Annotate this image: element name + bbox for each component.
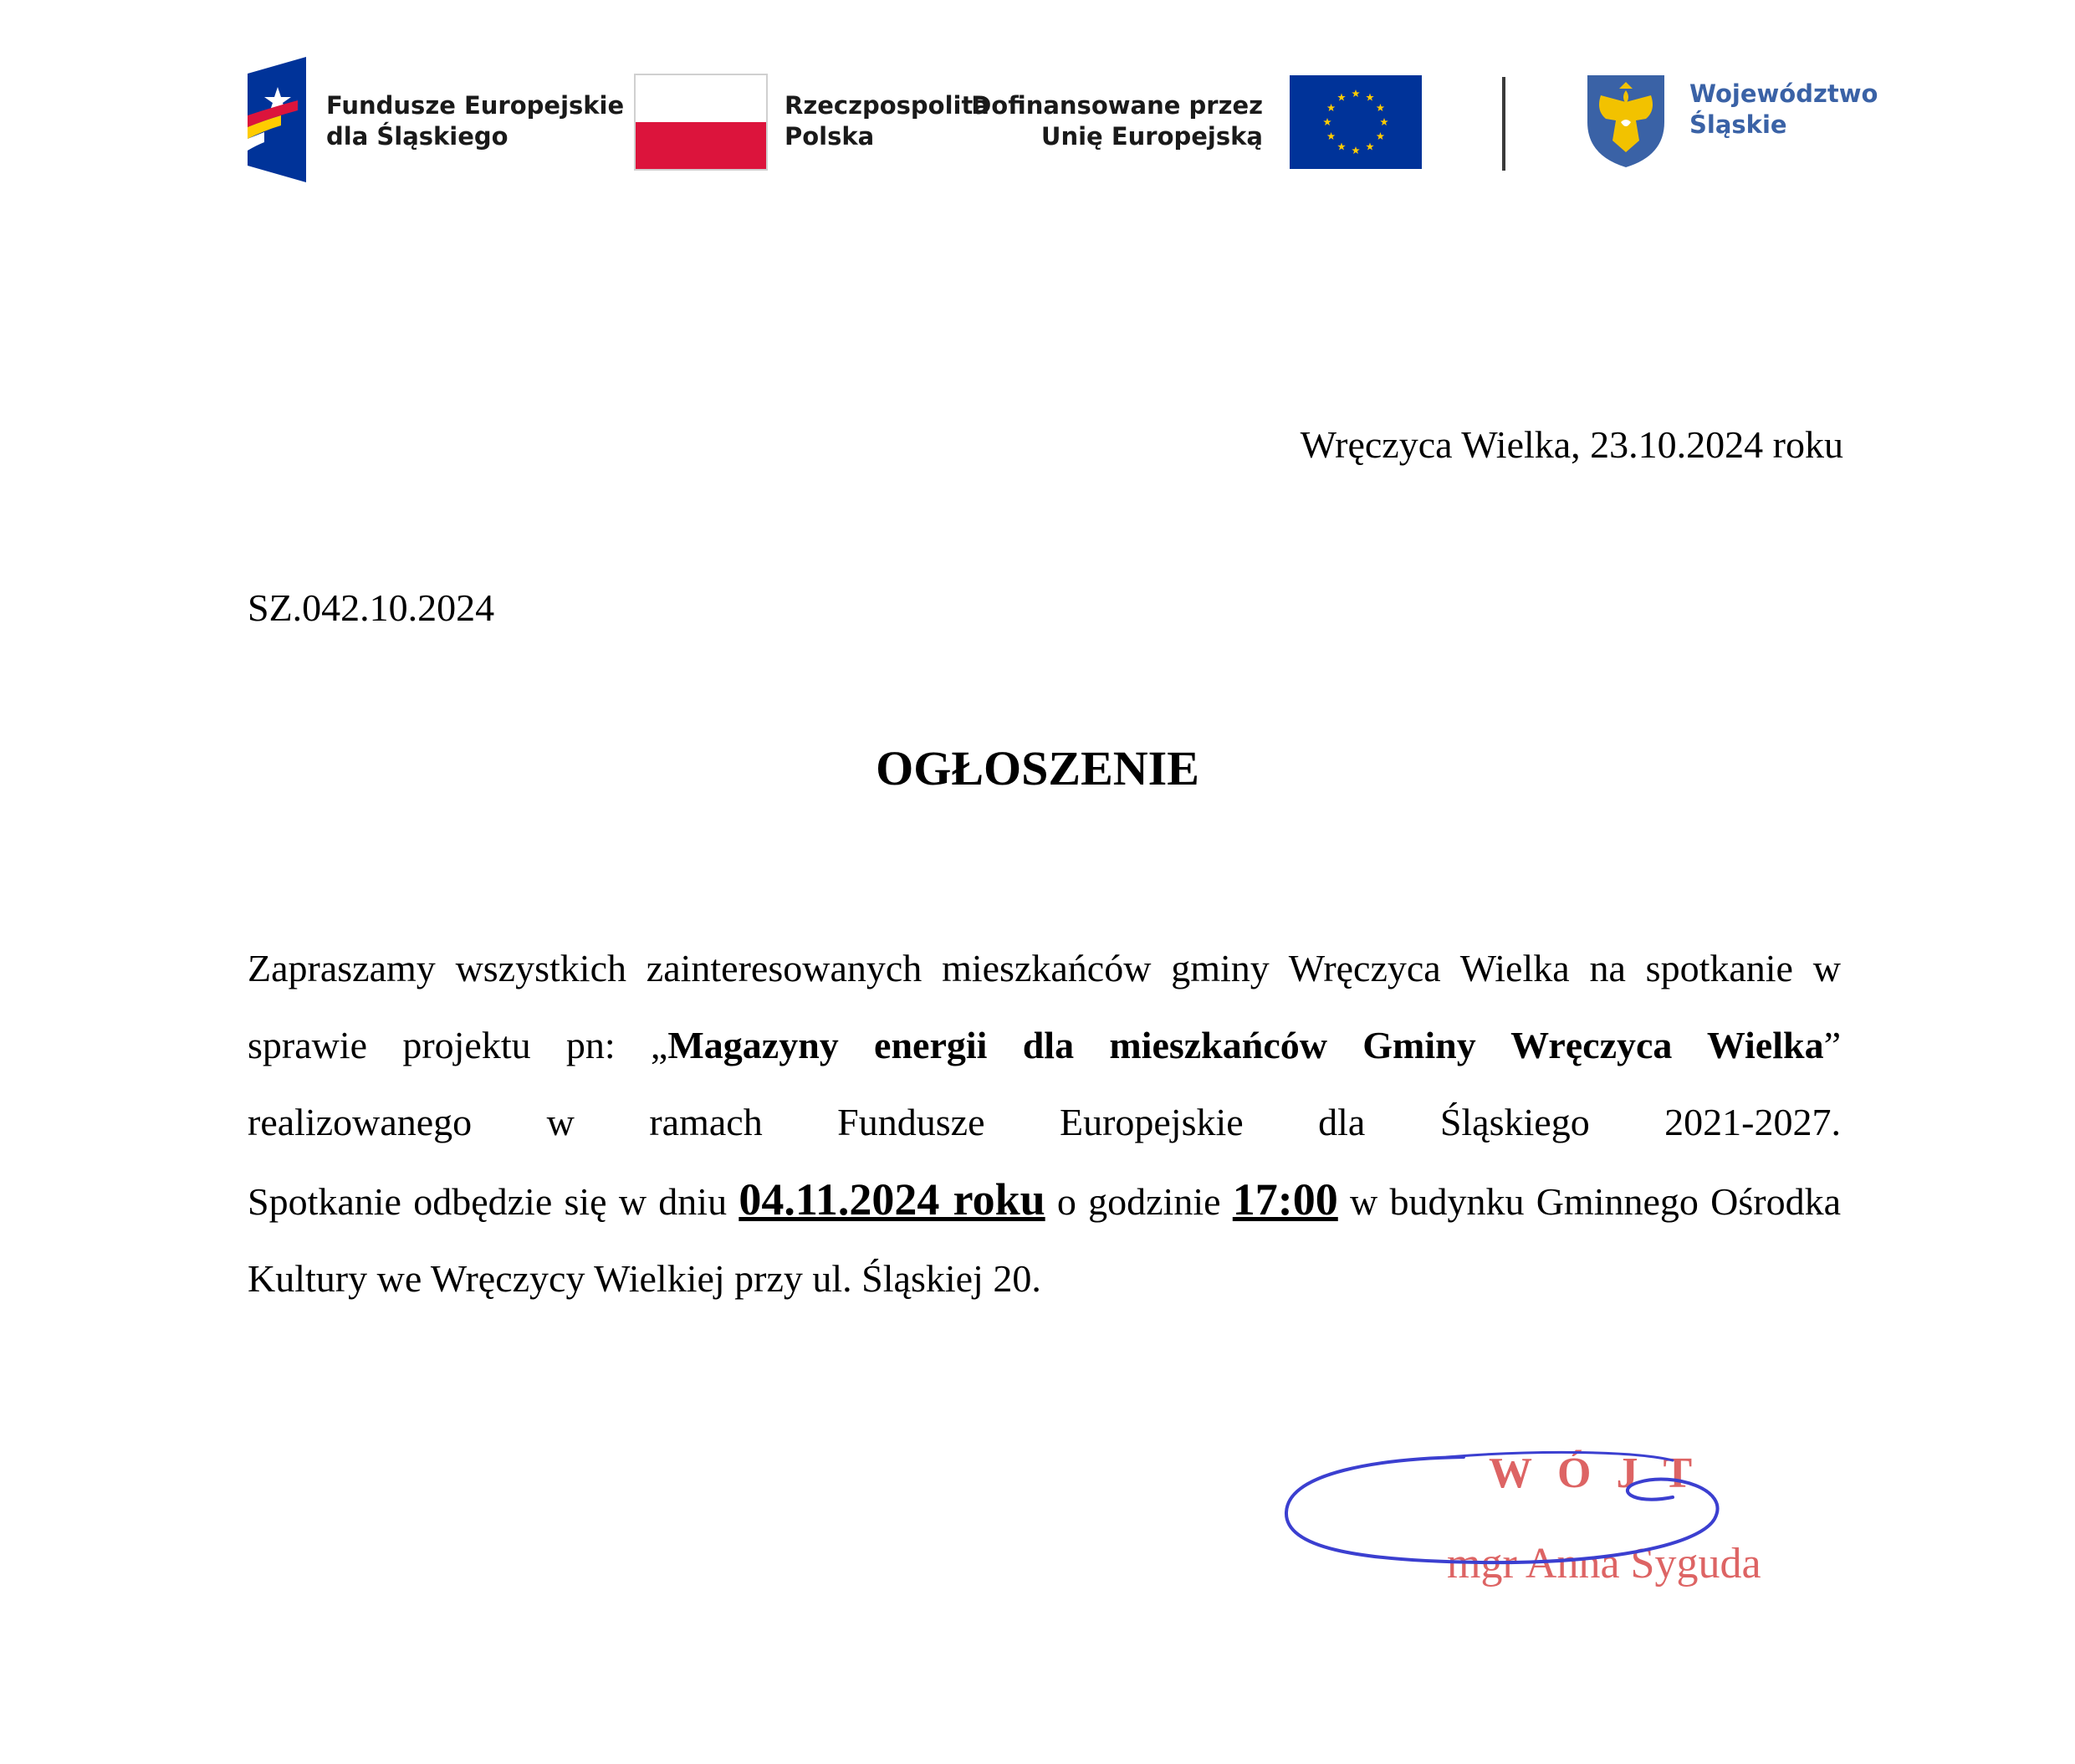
eu-logo-text	[971, 90, 1263, 152]
fundusze-line1: Fundusze Europejskie	[326, 91, 625, 120]
rzeczpospolita-logo	[634, 74, 989, 172]
place-and-date: Wręczyca Wielka, 23.10.2024 roku	[1300, 423, 1843, 466]
reference-number: SZ.042.10.2024	[248, 586, 495, 629]
polish-flag-icon	[634, 74, 768, 171]
wojewodztwo-line1: Województwo	[1689, 79, 1878, 108]
logo-divider	[1502, 77, 1505, 171]
eu-line1: Dofinansowane przez	[971, 91, 1263, 120]
meeting-text-2: o godzinie	[1045, 1180, 1233, 1223]
document-title: OGŁOSZENIE	[876, 741, 1199, 795]
eu-line2: Unię Europejską	[1040, 122, 1263, 151]
eu-flag-icon	[1290, 75, 1422, 169]
wojewodztwo-logo-text	[1689, 79, 1878, 141]
wojewodztwo-line2: Śląskie	[1689, 110, 1787, 139]
wojewodztwo-slaskie-logo	[1584, 72, 1878, 172]
fundusze-europejskie-mark-icon	[248, 57, 306, 182]
fundusze-europejskie-logo	[248, 57, 625, 182]
eu-cofinanced-logo	[971, 74, 1422, 172]
rzeczpospolita-line2: Polska	[785, 122, 875, 151]
fundusze-logo-text	[326, 90, 624, 152]
meeting-text-3: w budynku Gminnego Ośrodka Kultury we Wręczycy Wielkiej przy ul. Śląskiej 20.	[248, 1180, 1842, 1300]
meeting-details-paragraph	[248, 1161, 1841, 1317]
announcement-body	[248, 930, 1841, 1317]
project-name: Magazyny energii dla mieszkańców Gminy Wręczyca Wielka	[667, 1024, 1824, 1066]
silesian-eagle-shield-icon	[1584, 72, 1668, 171]
signature-stamp	[1280, 1439, 1815, 1606]
fundusze-line2: dla Śląskiego	[326, 122, 509, 151]
handwritten-signature	[1280, 1439, 1815, 1606]
meeting-date: 04.11.2024 roku	[739, 1174, 1045, 1225]
rzeczpospolita-line1: Rzeczpospolita	[785, 91, 989, 120]
stamp-name: mgr Anna Syguda	[1447, 1540, 1761, 1588]
meeting-text-1: Spotkanie odbędzie się w dniu	[248, 1180, 739, 1223]
logo-bar	[0, 0, 2075, 192]
stamp-title: WÓJT	[1489, 1450, 1718, 1497]
invitation-intro: Zapraszamy wszystkich zainteresowanych mieszkańców gminy Wręczyca Wielka na spotkanie w sprawie projektu pn: „	[248, 947, 1841, 1066]
meeting-time: 17:00	[1232, 1174, 1338, 1225]
invitation-outro: ” realizowanego w ramach Fundusze Europejskie dla Śląskiego 2021-2027.	[248, 1024, 1841, 1143]
invitation-paragraph	[248, 930, 1841, 1161]
rzeczpospolita-logo-text	[785, 90, 989, 152]
